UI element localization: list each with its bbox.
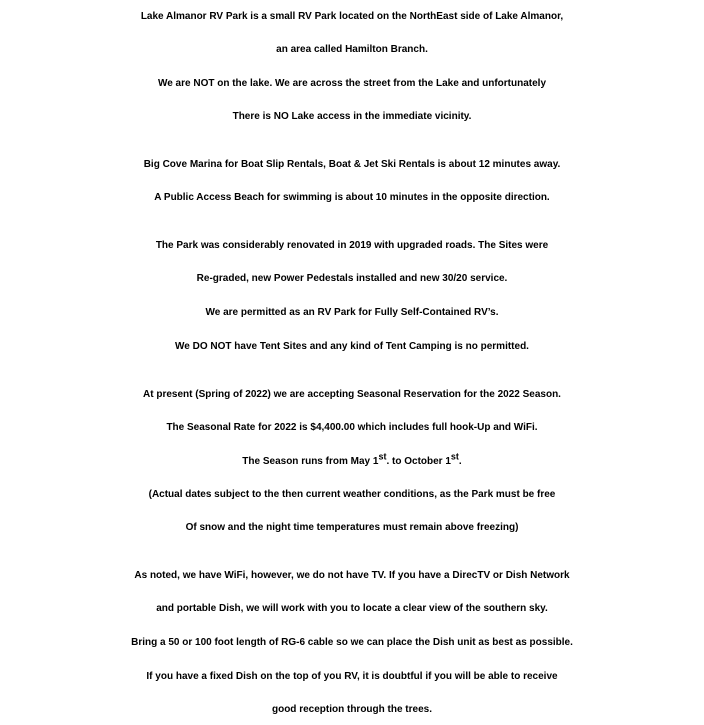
ordinal-suffix: st (378, 451, 387, 462)
text-line: We are permitted as an RV Park for Fully Self-Contained RV’s. (205, 307, 499, 318)
text-line: There is NO Lake access in the immediate vicinity. (232, 111, 472, 122)
text-line: As noted, we have WiFi, however, we do not have TV. If you have a DirecTV or Dish Network (134, 570, 570, 581)
text-line: Bring a 50 or 100 foot length of RG-6 cable so we can place the Dish unit as best as possible. (131, 637, 573, 648)
season-text-part: The Season runs from May 1 (242, 456, 379, 467)
season-dates-line (0, 453, 704, 471)
text-line: Of snow and the night time temperatures must remain above freezing) (185, 522, 519, 533)
text-line: Re-graded, new Power Pedestals installed and new 30/20 service. (196, 273, 508, 284)
text-line: good reception through the trees. (271, 704, 432, 715)
text-line: an area called Hamilton Branch. (276, 44, 428, 55)
text-line: We DO NOT have Tent Sites and any kind of Tent Camping is no permitted. (175, 341, 529, 352)
text-line: A Public Access Beach for swimming is about 10 minutes in the opposite direction. (154, 192, 550, 203)
text-line: Big Cove Marina for Boat Slip Rentals, Boat & Jet Ski Rentals is about 12 minutes away. (143, 159, 561, 170)
text-line: The Seasonal Rate for 2022 is $4,400.00 which includes full hook-Up and WiFi. (166, 422, 538, 433)
ordinal-suffix: st (450, 451, 459, 462)
text-line: We are NOT on the lake. We are across the street from the Lake and unfortunately (157, 78, 547, 89)
text-line: (Actual dates subject to the then current weather conditions, as the Park must be free (148, 489, 556, 500)
text-line: Lake Almanor RV Park is a small RV Park located on the NorthEast side of Lake Almanor, (140, 11, 564, 22)
text-line: If you have a fixed Dish on the top of you RV, it is doubtful if you will be able to receive (146, 671, 558, 682)
text-line: At present (Spring of 2022) we are accepting Seasonal Reservation for the 2022 Season. (143, 389, 561, 400)
season-text-part: . to October 1 (386, 456, 451, 467)
text-line: and portable Dish, we will work with you to locate a clear view of the southern sky. (156, 603, 548, 614)
season-text-part: . (458, 456, 462, 467)
text-line: The Park was considerably renovated in 2019 with upgraded roads. The Sites were (155, 240, 549, 251)
